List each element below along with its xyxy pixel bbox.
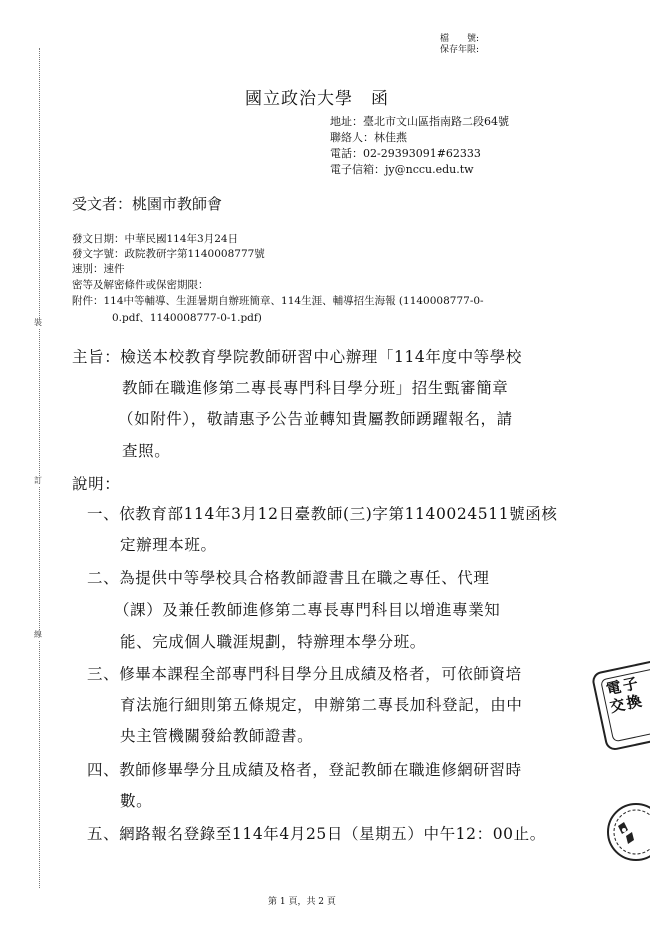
item-2-line3: 能、完成個人職涯規劃，特辦理本學分班。 — [120, 633, 426, 651]
contact-email: 電子信箱：jy@nccu.edu.tw — [330, 163, 474, 176]
round-seal-icon — [604, 800, 650, 864]
stamp-text: 電子交換 — [604, 673, 646, 717]
item-3-line1: 三、修畢本課程全部專門科目學分且成績及格者，可依師資培 — [87, 665, 522, 683]
meta-attachment-line2: 0.pdf、1140008777-0-1.pdf) — [112, 312, 262, 324]
archive-file-number: 檔 號: — [440, 34, 480, 44]
meta-attachment-line1: 附件：114中等輔導、生涯暑期自辦班簡章、114生涯、輔導招生海報 (1140008777-0- — [72, 295, 484, 307]
contact-address: 地址：臺北市文山區指南路二段64號 — [330, 115, 509, 128]
subject-line1: 主旨：檢送本校教育學院教師研習中心辦理「114年度中等學校 — [72, 348, 522, 366]
item-3-line2: 育法施行細則第五條規定，申辦第二專長加科登記，由中 — [120, 696, 523, 714]
contact-person: 聯絡人：林佳燕 — [330, 131, 407, 144]
binding-mark-ding: 訂 — [34, 476, 42, 485]
subject-line2: 教師在職進修第二專長專門科目學分班」招生甄審簡章 — [122, 379, 509, 397]
meta-security: 密等及解密條件或保密期限： — [72, 279, 209, 291]
electronic-exchange-stamp — [591, 656, 650, 752]
item-2-line2: （課）及兼任教師進修第二專長專門科目以增進專業知 — [114, 601, 501, 619]
meta-speed: 速別：速件 — [72, 263, 125, 275]
item-3-line3: 央主管機關發給教師證書。 — [120, 727, 314, 745]
recipient: 受文者：桃園市教師會 — [72, 195, 223, 213]
archive-retention: 保存年限: — [440, 45, 480, 55]
subject-line4: 查照。 — [122, 442, 171, 460]
document-title: 國立政治大學 函 — [245, 89, 389, 109]
item-4-line1: 四、教師修畢學分且成績及格者，登記教師在職進修網研習時 — [87, 761, 522, 779]
binding-mark-xian: 線 — [34, 630, 42, 639]
explanation-heading: 說明： — [72, 475, 121, 493]
page-footer: 第 1 頁，共 2 頁 — [268, 897, 336, 907]
meta-doc-number: 發文字號：政院教研字第1140008777號 — [72, 248, 265, 260]
item-5-line1: 五、網路報名登錄至114年4月25日（星期五）中午12：00止。 — [87, 825, 546, 843]
item-4-line2: 數。 — [120, 792, 153, 810]
binding-line — [39, 48, 40, 888]
item-1-line2: 定辦理本班。 — [120, 536, 217, 554]
item-2-line1: 二、為提供中等學校具合格教師證書且在職之專任、代理 — [87, 569, 490, 587]
contact-phone: 電話：02-29393091#62333 — [330, 147, 481, 160]
binding-mark-zhuang: 裝 — [34, 318, 42, 327]
meta-date: 發文日期：中華民國114年3月24日 — [72, 233, 239, 245]
item-1-line1: 一、依教育部114年3月12日臺教師(三)字第1140024511號函核 — [87, 505, 558, 523]
subject-line3: （如附件），敬請惠予公告並轉知貴屬教師踴躍報名，請 — [118, 410, 513, 428]
